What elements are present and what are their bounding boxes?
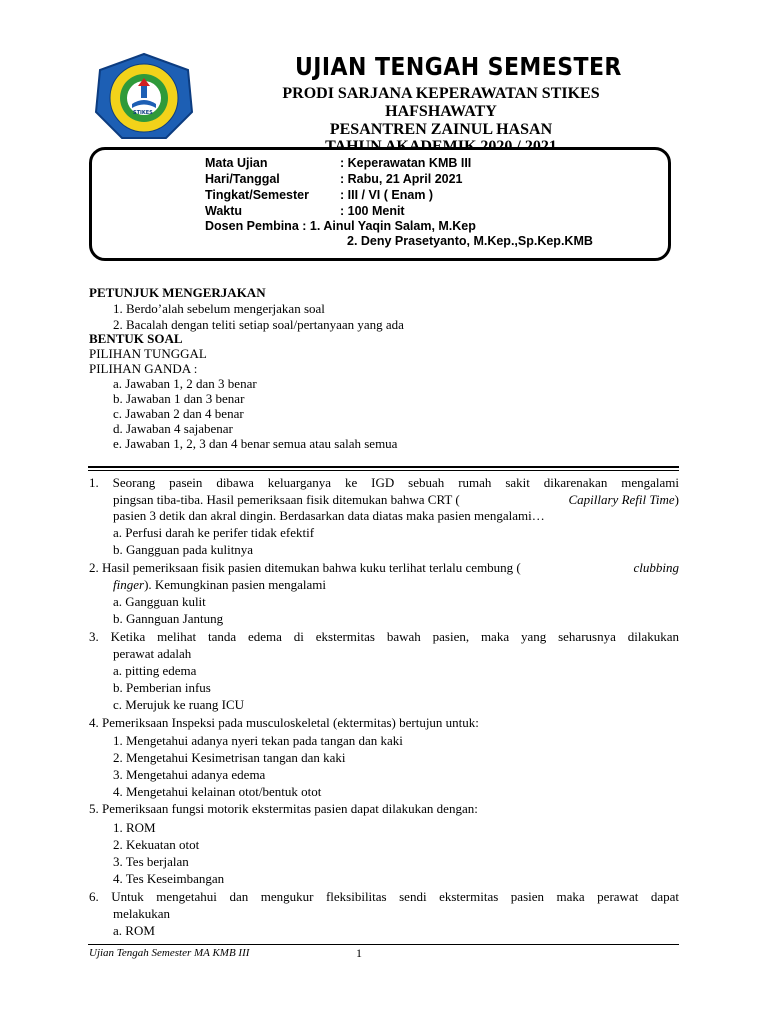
question-2-line: 2. Hasil pemeriksaan fisik pasien ditemukan bahwa kuku terlihat terlalu cembung ( clubbing <box>89 560 679 575</box>
pilihan-tunggal: PILIHAN TUNGGAL <box>89 346 207 361</box>
question-1-line: 1. Seorang pasein dibawa keluarganya ke IGD sebuah rumah sakit dikarenakan mengalami <box>89 475 679 490</box>
ganda-option: d. Jawaban 4 sajabenar <box>113 421 233 436</box>
question-3-line: 3. Ketika melihat tanda edema di ekstermitas bawah pasien, maka yang seharusnya dilakukan <box>89 629 679 644</box>
question-6-line: 6. Untuk mengetahui dan mengukur fleksibilitas sendi ekstermitas pasien maka perawat dapat <box>89 889 679 904</box>
dosen-line-1: Dosen Pembina : 1. Ainul Yaqin Salam, M.Kep <box>205 219 476 233</box>
pilihan-ganda: PILIHAN GANDA : <box>89 361 198 376</box>
petunjuk-item: 1. Berdo’alah sebelum mengerjakan soal <box>113 301 325 316</box>
question-5-option: 1. ROM <box>113 820 156 835</box>
header-line-2: HAFSHAWATY <box>385 103 497 120</box>
question-4-option: 1. Mengetahui adanya nyeri tekan pada tangan dan kaki <box>113 733 403 748</box>
school-logo <box>92 52 196 142</box>
dosen-line-2: 2. Deny Prasetyanto, M.Kep.,Sp.Kep.KMB <box>347 234 593 248</box>
question-6-option: a. ROM <box>113 923 155 938</box>
question-5-option: 2. Kekuatan otot <box>113 837 200 852</box>
tingkat-label: Tingkat/Semester <box>205 188 309 202</box>
header-line-4-clipped <box>231 139 651 147</box>
mata-ujian-label: Mata Ujian <box>205 156 268 170</box>
question-5-option: 4. Tes Keseimbangan <box>113 871 225 886</box>
question-6-line: melakukan <box>113 906 171 921</box>
divider <box>88 466 679 468</box>
hari-label: Hari/Tanggal <box>205 172 280 186</box>
question-5-option: 3. Tes berjalan <box>113 854 189 869</box>
question-1-option: b. Gangguan pada kulitnya <box>113 542 254 557</box>
question-3-option: c. Merujuk ke ruang ICU <box>113 697 245 712</box>
question-2-line: finger). Kemungkinan pasien mengalami <box>113 577 327 592</box>
question-4-line: 4. Pemeriksaan Inspeksi pada musculoskeletal (ektermitas) bertujun untuk: <box>89 715 479 730</box>
header-line-1: PRODI SARJANA KEPERAWATAN STIKES <box>282 85 600 102</box>
petunjuk-item: 2. Bacalah dengan teliti setiap soal/pertanyaan yang ada <box>113 317 404 332</box>
hari-value: : Rabu, 21 April 2021 <box>340 172 463 186</box>
page-title: UJIAN TENGAH SEMESTER <box>295 52 622 81</box>
waktu-value: : 100 Menit <box>340 204 405 218</box>
footer-divider <box>88 944 679 945</box>
ganda-option: e. Jawaban 1, 2, 3 dan 4 benar semua atau salah semua <box>113 436 398 451</box>
question-3-option: a. pitting edema <box>113 663 197 678</box>
question-4-option: 4. Mengetahui kelainan otot/bentuk otot <box>113 784 322 799</box>
header-line-3: PESANTREN ZAINUL HASAN <box>329 121 553 138</box>
question-1-line: pingsan tiba-tiba. Hasil pemeriksaan fisik ditemukan bahwa CRT ( Capillary Refil Time) <box>113 492 679 507</box>
question-1-line: pasien 3 detik dan akral dingin. Berdasarkan data diatas maka pasien mengalami… <box>113 508 545 523</box>
question-2-option: b. Gannguan Jantung <box>113 611 224 626</box>
mata-ujian-value: : Keperawatan KMB III <box>340 156 472 170</box>
ganda-option: b. Jawaban 1 dan 3 benar <box>113 391 245 406</box>
question-2-option: a. Gangguan kulit <box>113 594 206 609</box>
page-number: 1 <box>356 946 362 960</box>
question-4-option: 3. Mengetahui adanya edema <box>113 767 266 782</box>
ganda-option: a. Jawaban 1, 2 dan 3 benar <box>113 376 257 391</box>
tingkat-value: : III / VI ( Enam ) <box>340 188 434 202</box>
footer-label: Ujian Tengah Semester MA KMB III <box>89 947 250 959</box>
ganda-option: c. Jawaban 2 dan 4 benar <box>113 406 244 421</box>
petunjuk-heading: PETUNJUK MENGERJAKAN <box>89 285 266 300</box>
question-3-option: b. Pemberian infus <box>113 680 211 695</box>
question-1-option: a. Perfusi darah ke perifer tidak efektif <box>113 525 315 540</box>
waktu-label: Waktu <box>205 204 243 218</box>
logo-text: STIKES <box>133 110 153 116</box>
question-3-line: perawat adalah <box>113 646 192 661</box>
question-5-line: 5. Pemeriksaan fungsi motorik ekstermitas pasien dapat dilakukan dengan: <box>89 801 478 816</box>
question-4-option: 2. Mengetahui Kesimetrisan tangan dan kaki <box>113 750 346 765</box>
bentuk-heading: BENTUK SOAL <box>89 331 183 346</box>
divider <box>88 470 679 471</box>
